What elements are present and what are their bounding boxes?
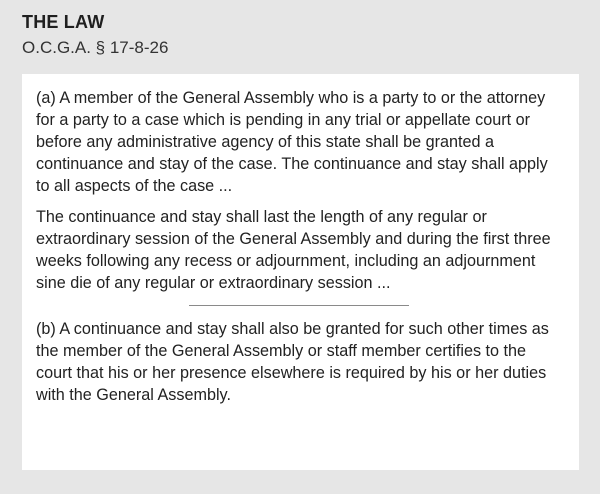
paragraph-a-part-1: (a) A member of the General Assembly who is a party to or the attorney for a party to a case which is pending in any trial or appellate court or before any administrative agency of this state shall be granted a continuance and stay of the case. The continuance and stay shall apply to all aspects of the case ... <box>36 89 548 195</box>
page-title: THE LAW <box>22 12 105 32</box>
statute-citation: O.C.G.A. § 17-8-26 <box>22 38 169 57</box>
header <box>22 11 578 58</box>
statute-text-panel <box>22 74 579 470</box>
section-divider <box>189 305 409 306</box>
paragraph-b: (b) A continuance and stay shall also be granted for such other times as the member of the General Assembly or staff member certifies to the court that his or her presence elsewhere is required by his or her duties with the General Assembly. <box>36 320 549 404</box>
paragraph-a-part-2: The continuance and stay shall last the length of any regular or extraordinary session of the General Assembly and during the first three weeks following any recess or adjournment, including an adjournment sine die of any regular or extraordinary session ... <box>36 208 551 292</box>
